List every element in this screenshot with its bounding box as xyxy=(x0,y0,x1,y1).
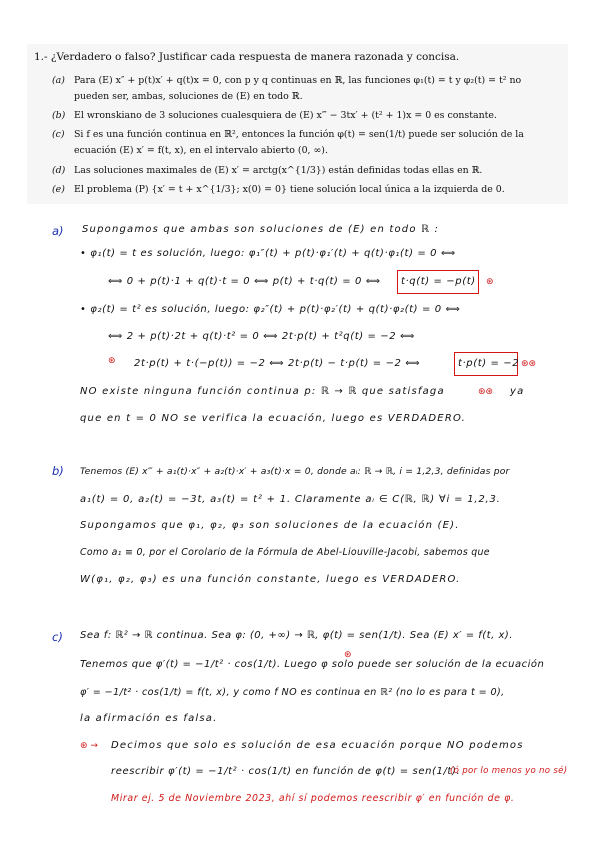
answer-c-note-red: Mirar ej. 5 de Noviembre 2023, ahí sí podemos reescribir φ′ en función de φ. xyxy=(111,793,515,804)
item-label: (d) xyxy=(52,165,66,176)
asterisk-mark: ⊛ xyxy=(108,356,116,366)
statement-item-d xyxy=(52,163,482,179)
item-label: (c) xyxy=(52,129,65,140)
question-box xyxy=(27,44,568,204)
answer-a-line: que en t = 0 NO se verifica la ecuación, luego es VERDADERO. xyxy=(80,413,467,424)
item-label: (a) xyxy=(52,75,65,86)
item-label: (e) xyxy=(52,184,65,195)
answer-a-line: ⟺ 2 + p(t)·2t + q(t)·t² = 0 ⟺ 2t·p(t) + t²q(t) = −2 ⟺ xyxy=(108,331,415,342)
answer-a-line: NO existe ninguna función continua p: ℝ → ℝ que satisfaga xyxy=(80,386,445,397)
answer-a-line: ya xyxy=(510,386,525,397)
item-text: El problema (P) {x′ = t + x^{1/3}; x(0) = 0} tiene solución local única a la izquierda de 0. xyxy=(74,184,505,195)
item-label: (b) xyxy=(52,110,66,121)
answer-c-note: Decimos que solo es solución de esa ecuación porque NO podemos xyxy=(111,740,524,751)
answer-c-line: Sea f: ℝ² → ℝ continua. Sea φ: (0, +∞) → ℝ, φ(t) = sen(1/t). Sea (E) x′ = f(t, x). xyxy=(80,630,513,641)
statement-item-b xyxy=(52,108,497,124)
item-text: Las soluciones maximales de (E) x′ = arctg(x^{1/3}) están definidas todas ellas en ℝ. xyxy=(74,165,483,176)
boxed-result: t·q(t) = −p(t) xyxy=(401,276,476,287)
statement-item-a xyxy=(52,73,521,105)
answer-b-line: a₁(t) = 0, a₂(t) = −3t, a₃(t) = t² + 1. Claramente aᵢ ∈ C(ℝ, ℝ) ∀i = 1,2,3. xyxy=(80,494,501,505)
answer-c-note: reescribir φ′(t) = −1/t² · cos(1/t) en función de φ(t) = sen(1/t). xyxy=(111,766,461,777)
answer-c-note-aside: (ó por lo menos yo no sé) xyxy=(450,766,568,776)
asterisk-mark: ⊛ xyxy=(486,277,494,287)
answer-b-line: Supongamos que φ₁, φ₂, φ₃ son soluciones de la ecuación (E). xyxy=(80,520,460,531)
answer-c-label: c) xyxy=(52,630,63,644)
answer-b-line: W(φ₁, φ₂, φ₃) es una función constante, luego es VERDADERO. xyxy=(80,574,461,585)
answer-b-line: Tenemos (E) x‴ + a₁(t)·x″ + a₂(t)·x′ + a₃(t)·x = 0, donde aᵢ: ℝ → ℝ, i = 1,2,3, definidas por xyxy=(80,466,510,477)
answer-a-label: a) xyxy=(52,224,64,238)
statement-item-e xyxy=(52,182,505,198)
item-text-cont: ecuación (E) x′ = f(t, x), en el intervalo abierto (0, ∞). xyxy=(74,145,328,156)
note-arrow-mark: ⊛ → xyxy=(80,741,98,751)
asterisk-mark: ⊛ xyxy=(344,650,352,660)
boxed-result: t·p(t) = −2 xyxy=(458,358,520,369)
statement-item-c xyxy=(52,127,524,159)
answer-c-line: la afirmación es falsa. xyxy=(80,713,218,724)
answer-a-line: 2t·p(t) + t·(−p(t)) = −2 ⟺ 2t·p(t) − t·p(t) = −2 ⟺ xyxy=(134,358,421,369)
answer-a-line: ⟺ 0 + p(t)·1 + q(t)·t = 0 ⟺ p(t) + t·q(t) = 0 ⟺ xyxy=(108,276,381,287)
question-title: 1.- ¿Verdadero o falso? Justificar cada respuesta de manera razonada y concisa. xyxy=(34,51,460,63)
answer-b-label: b) xyxy=(52,464,64,478)
item-text: Si f es una función continua en ℝ², entonces la función φ(t) = sen(1/t) puede ser solución de la xyxy=(74,129,524,140)
answer-a-line: Supongamos que ambas son soluciones de (E) en todo ℝ : xyxy=(82,224,440,235)
item-text-cont: pueden ser, ambas, soluciones de (E) en todo ℝ. xyxy=(74,91,303,102)
answer-c-line: φ′ = −1/t² · cos(1/t) = f(t, x), y como f NO es continua en ℝ² (no lo es para t = 0), xyxy=(80,687,505,698)
item-text: Para (E) x″ + p(t)x′ + q(t)x = 0, con p y q continuas en ℝ, las funciones φ₁(t) = t y φ₂(t) = t² no xyxy=(74,75,522,86)
answer-a-line: • φ₁(t) = t es solución, luego: φ₁″(t) + p(t)·φ₁′(t) + q(t)·φ₁(t) = 0 ⟺ xyxy=(80,248,456,259)
asterisk-mark: ⊛⊛ xyxy=(478,387,494,397)
asterisk-mark: ⊛⊛ xyxy=(521,359,537,369)
answer-c-line: Tenemos que φ′(t) = −1/t² · cos(1/t). Luego φ solo puede ser solución de la ecuación xyxy=(80,659,545,670)
answer-a-line: • φ₂(t) = t² es solución, luego: φ₂″(t) + p(t)·φ₂′(t) + q(t)·φ₂(t) = 0 ⟺ xyxy=(80,304,461,315)
answer-b-line: Como a₁ ≡ 0, por el Corolario de la Fórmula de Abel-Liouville-Jacobi, sabemos que xyxy=(80,547,490,558)
item-text: El wronskiano de 3 soluciones cualesquiera de (E) x‴ − 3tx′ + (t² + 1)x = 0 es constante. xyxy=(74,110,497,121)
